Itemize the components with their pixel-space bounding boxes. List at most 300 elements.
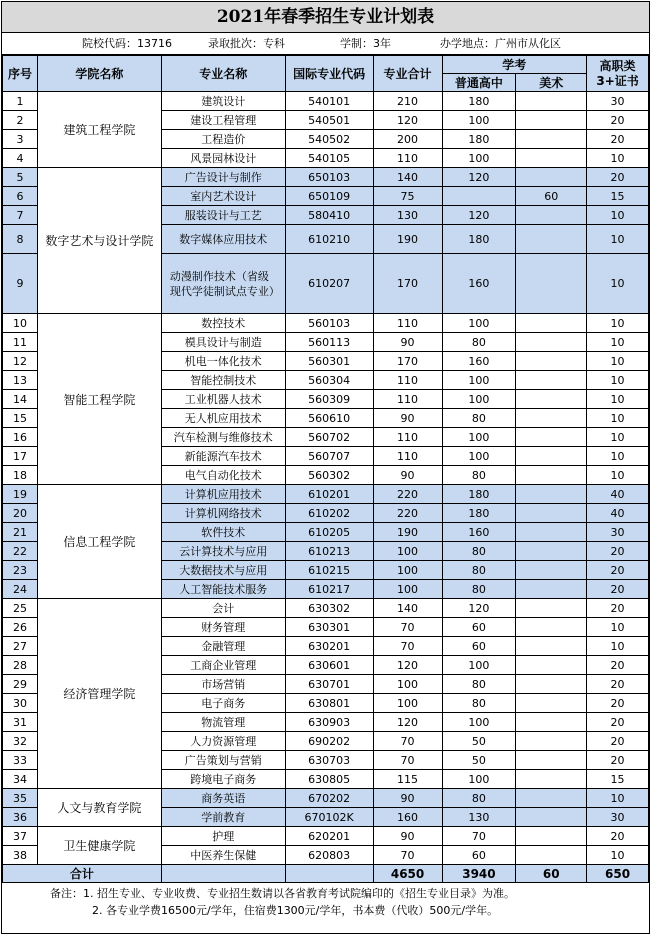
cert-count: 40 (587, 485, 649, 504)
row-no: 7 (3, 206, 38, 225)
general-count: 160 (442, 352, 516, 371)
major-total: 220 (373, 485, 442, 504)
art-count (516, 770, 587, 789)
cert-count: 20 (587, 168, 649, 187)
art-count (516, 485, 587, 504)
major-code: 560103 (285, 314, 373, 333)
row-no: 36 (3, 808, 38, 827)
major-name: 新能源汽车技术 (161, 447, 285, 466)
table-row (3, 485, 649, 504)
major-code: 620201 (285, 827, 373, 846)
major-code: 610217 (285, 580, 373, 599)
major-name: 云计算技术与应用 (161, 542, 285, 561)
table-row (3, 789, 649, 808)
major-name: 机电一体化技术 (161, 352, 285, 371)
major-code: 560304 (285, 371, 373, 390)
table-row (3, 92, 649, 111)
major-total: 90 (373, 466, 442, 485)
major-total: 100 (373, 580, 442, 599)
cert-count: 10 (587, 618, 649, 637)
college-name: 智能工程学院 (37, 314, 161, 485)
general-count: 80 (442, 580, 516, 599)
general-count: 160 (442, 254, 516, 314)
major-name: 计算机网络技术 (161, 504, 285, 523)
row-no: 5 (3, 168, 38, 187)
row-no: 26 (3, 618, 38, 637)
cert-count: 15 (587, 187, 649, 206)
art-count (516, 206, 587, 225)
art-count (516, 713, 587, 732)
major-name: 动漫制作技术（省级现代学徒制试点专业） (161, 254, 285, 314)
row-no: 11 (3, 333, 38, 352)
art-count (516, 751, 587, 770)
general-count: 100 (442, 447, 516, 466)
note-line: 备注：1. 招生专业、专业收费、专业招生数请以各省教育考试院编印的《招生专业目录》为准。 (50, 887, 515, 900)
major-name: 人工智能技术服务 (161, 580, 285, 599)
cert-count: 10 (587, 409, 649, 428)
totals-label: 合计 (3, 865, 162, 883)
major-total: 140 (373, 599, 442, 618)
major-total: 120 (373, 713, 442, 732)
general-count: 160 (442, 523, 516, 542)
general-count: 180 (442, 130, 516, 149)
general-count: 100 (442, 149, 516, 168)
general-count: 80 (442, 409, 516, 428)
cert-count: 30 (587, 523, 649, 542)
row-no: 23 (3, 561, 38, 580)
art-count (516, 149, 587, 168)
totals-art: 60 (516, 865, 587, 883)
major-name: 智能控制技术 (161, 371, 285, 390)
cert-count: 10 (587, 149, 649, 168)
art-count (516, 637, 587, 656)
general-count: 60 (442, 618, 516, 637)
cert-count: 10 (587, 846, 649, 865)
cert-count: 10 (587, 466, 649, 485)
major-code: 630302 (285, 599, 373, 618)
general-count: 80 (442, 333, 516, 352)
general-count: 80 (442, 694, 516, 713)
major-total: 190 (373, 225, 442, 254)
header-no: 序号 (3, 56, 38, 92)
major-name: 数字媒体应用技术 (161, 225, 285, 254)
major-name: 服装设计与工艺 (161, 206, 285, 225)
major-code: 630903 (285, 713, 373, 732)
row-no: 10 (3, 314, 38, 333)
cert-count: 20 (587, 130, 649, 149)
major-code: 560610 (285, 409, 373, 428)
art-count (516, 618, 587, 637)
art-count (516, 466, 587, 485)
art-count (516, 542, 587, 561)
cert-count: 10 (587, 225, 649, 254)
major-code: 540501 (285, 111, 373, 130)
art-count (516, 168, 587, 187)
header-cert: 高职类3+证书 (587, 56, 649, 92)
row-no: 24 (3, 580, 38, 599)
general-count: 80 (442, 542, 516, 561)
table-row (3, 168, 649, 187)
general-count: 180 (442, 92, 516, 111)
major-total: 90 (373, 333, 442, 352)
cert-count: 10 (587, 789, 649, 808)
row-no: 8 (3, 225, 38, 254)
row-no: 9 (3, 254, 38, 314)
major-code: 560309 (285, 390, 373, 409)
major-total: 190 (373, 523, 442, 542)
major-name: 护理 (161, 827, 285, 846)
general-count: 100 (442, 390, 516, 409)
art-count (516, 111, 587, 130)
general-count: 180 (442, 225, 516, 254)
major-code: 670202 (285, 789, 373, 808)
cert-count: 20 (587, 542, 649, 561)
major-code: 630703 (285, 751, 373, 770)
college-name: 卫生健康学院 (37, 827, 161, 865)
major-total: 120 (373, 656, 442, 675)
general-count: 120 (442, 206, 516, 225)
plan-sheet (1, 1, 650, 934)
major-name: 建设工程管理 (161, 111, 285, 130)
general-count: 80 (442, 466, 516, 485)
major-total: 100 (373, 542, 442, 561)
row-no: 32 (3, 732, 38, 751)
art-count (516, 580, 587, 599)
major-total: 110 (373, 371, 442, 390)
major-code: 610213 (285, 542, 373, 561)
row-no: 4 (3, 149, 38, 168)
art-count (516, 599, 587, 618)
major-total: 110 (373, 390, 442, 409)
row-no: 35 (3, 789, 38, 808)
major-total: 140 (373, 168, 442, 187)
major-name: 工业机器人技术 (161, 390, 285, 409)
major-name: 金融管理 (161, 637, 285, 656)
cert-count: 30 (587, 808, 649, 827)
major-code: 690202 (285, 732, 373, 751)
major-name: 电子商务 (161, 694, 285, 713)
row-no: 21 (3, 523, 38, 542)
cert-count: 10 (587, 254, 649, 314)
major-name: 计算机应用技术 (161, 485, 285, 504)
table-body (3, 92, 649, 865)
notes (2, 885, 649, 919)
art-count (516, 409, 587, 428)
header-general: 普通高中 (442, 74, 516, 92)
general-count: 60 (442, 637, 516, 656)
major-code: 560301 (285, 352, 373, 371)
major-code: 610205 (285, 523, 373, 542)
art-count (516, 789, 587, 808)
row-no: 25 (3, 599, 38, 618)
page-title: 2021年春季招生专业计划表 (2, 2, 649, 33)
header-xuekao: 学考 (442, 56, 587, 74)
general-count: 100 (442, 314, 516, 333)
totals-row (3, 865, 649, 883)
header-total: 专业合计 (373, 56, 442, 92)
art-count (516, 352, 587, 371)
general-count: 80 (442, 789, 516, 808)
major-name: 商务英语 (161, 789, 285, 808)
row-no: 1 (3, 92, 38, 111)
art-count (516, 561, 587, 580)
major-name: 中医养生保健 (161, 846, 285, 865)
header-major: 专业名称 (161, 56, 285, 92)
major-total: 170 (373, 254, 442, 314)
art-count (516, 808, 587, 827)
cert-count: 20 (587, 111, 649, 130)
major-code: 610215 (285, 561, 373, 580)
cert-count: 10 (587, 371, 649, 390)
totals-general: 3940 (442, 865, 516, 883)
row-no: 37 (3, 827, 38, 846)
general-count: 100 (442, 770, 516, 789)
major-name: 广告策划与营销 (161, 751, 285, 770)
general-count: 70 (442, 827, 516, 846)
major-code: 560113 (285, 333, 373, 352)
major-name: 跨境电子商务 (161, 770, 285, 789)
header-code: 国际专业代码 (285, 56, 373, 92)
major-code: 540101 (285, 92, 373, 111)
general-count: 100 (442, 428, 516, 447)
major-name: 财务管理 (161, 618, 285, 637)
college-name: 经济管理学院 (37, 599, 161, 789)
table-row (3, 314, 649, 333)
art-count (516, 675, 587, 694)
cert-count: 20 (587, 732, 649, 751)
major-code: 560702 (285, 428, 373, 447)
cert-count: 20 (587, 599, 649, 618)
general-count: 180 (442, 504, 516, 523)
art-count (516, 254, 587, 314)
college-name: 数字艺术与设计学院 (37, 168, 161, 314)
major-code: 610202 (285, 504, 373, 523)
major-total: 70 (373, 751, 442, 770)
college-name: 建筑工程学院 (37, 92, 161, 168)
row-no: 33 (3, 751, 38, 770)
major-total: 130 (373, 206, 442, 225)
general-count: 100 (442, 371, 516, 390)
major-name: 人力资源管理 (161, 732, 285, 751)
major-code: 620803 (285, 846, 373, 865)
header-college: 学院名称 (37, 56, 161, 92)
major-total: 70 (373, 637, 442, 656)
major-total: 70 (373, 846, 442, 865)
art-count (516, 92, 587, 111)
major-code: 650109 (285, 187, 373, 206)
major-total: 100 (373, 561, 442, 580)
row-no: 15 (3, 409, 38, 428)
major-code: 560302 (285, 466, 373, 485)
art-count (516, 371, 587, 390)
major-total: 100 (373, 675, 442, 694)
college-name: 人文与教育学院 (37, 789, 161, 827)
general-count: 100 (442, 656, 516, 675)
row-no: 38 (3, 846, 38, 865)
major-total: 220 (373, 504, 442, 523)
cert-count: 30 (587, 92, 649, 111)
art-count (516, 846, 587, 865)
general-count (442, 187, 516, 206)
major-name: 风景园林设计 (161, 149, 285, 168)
major-code: 630801 (285, 694, 373, 713)
table-row (3, 827, 649, 846)
college-name: 信息工程学院 (37, 485, 161, 599)
row-no: 22 (3, 542, 38, 561)
major-total: 110 (373, 149, 442, 168)
table-row (3, 599, 649, 618)
major-name: 工商企业管理 (161, 656, 285, 675)
art-count (516, 390, 587, 409)
note-line: 2. 各专业学费16500元/学年，住宿费1300元/学年，书本费（代收）500元/学年。 (92, 904, 499, 917)
general-count: 100 (442, 111, 516, 130)
general-count: 50 (442, 732, 516, 751)
row-no: 19 (3, 485, 38, 504)
cert-count: 40 (587, 504, 649, 523)
cert-count: 20 (587, 561, 649, 580)
major-name: 会计 (161, 599, 285, 618)
row-no: 17 (3, 447, 38, 466)
header-art: 美术 (516, 74, 587, 92)
study-duration: 学制：3年 (340, 37, 391, 50)
row-no: 12 (3, 352, 38, 371)
major-total: 110 (373, 314, 442, 333)
cert-count: 20 (587, 656, 649, 675)
totals-total: 4650 (373, 865, 442, 883)
major-name: 无人机应用技术 (161, 409, 285, 428)
major-total: 210 (373, 92, 442, 111)
admission-batch: 录取批次：专科 (208, 37, 285, 50)
row-no: 16 (3, 428, 38, 447)
major-code: 630201 (285, 637, 373, 656)
major-total: 70 (373, 732, 442, 751)
art-count (516, 130, 587, 149)
general-count: 120 (442, 599, 516, 618)
cert-count: 15 (587, 770, 649, 789)
art-count (516, 523, 587, 542)
major-name: 模具设计与制造 (161, 333, 285, 352)
major-total: 90 (373, 827, 442, 846)
general-count: 100 (442, 713, 516, 732)
cert-count: 10 (587, 447, 649, 466)
row-no: 18 (3, 466, 38, 485)
art-count (516, 504, 587, 523)
general-count: 130 (442, 808, 516, 827)
art-count (516, 694, 587, 713)
school-location: 办学地点：广州市从化区 (440, 37, 561, 50)
major-total: 110 (373, 447, 442, 466)
cert-count: 10 (587, 428, 649, 447)
major-code: 630805 (285, 770, 373, 789)
major-code: 580410 (285, 206, 373, 225)
major-total: 75 (373, 187, 442, 206)
row-no: 31 (3, 713, 38, 732)
major-name: 建筑设计 (161, 92, 285, 111)
general-count: 120 (442, 168, 516, 187)
cert-count: 20 (587, 751, 649, 770)
art-count (516, 314, 587, 333)
major-total: 100 (373, 694, 442, 713)
cert-count: 10 (587, 352, 649, 371)
major-code: 540105 (285, 149, 373, 168)
cert-count: 20 (587, 694, 649, 713)
major-name: 广告设计与制作 (161, 168, 285, 187)
row-no: 29 (3, 675, 38, 694)
major-total: 115 (373, 770, 442, 789)
general-count: 80 (442, 675, 516, 694)
major-name: 软件技术 (161, 523, 285, 542)
art-count: 60 (516, 187, 587, 206)
art-count (516, 447, 587, 466)
major-code: 670102K (285, 808, 373, 827)
major-name: 大数据技术与应用 (161, 561, 285, 580)
row-no: 2 (3, 111, 38, 130)
cert-count: 10 (587, 390, 649, 409)
major-total: 120 (373, 111, 442, 130)
major-code: 610207 (285, 254, 373, 314)
art-count (516, 225, 587, 254)
art-count (516, 656, 587, 675)
row-no: 6 (3, 187, 38, 206)
row-no: 28 (3, 656, 38, 675)
cert-count: 20 (587, 580, 649, 599)
cert-count: 20 (587, 675, 649, 694)
school-info (2, 33, 649, 55)
school-code: 院校代码：13716 (82, 37, 172, 50)
major-name: 数控技术 (161, 314, 285, 333)
row-no: 3 (3, 130, 38, 149)
enrollment-plan-table (2, 55, 649, 883)
major-name: 工程造价 (161, 130, 285, 149)
cert-count: 10 (587, 206, 649, 225)
cert-count: 20 (587, 827, 649, 846)
cert-count: 10 (587, 314, 649, 333)
cert-count: 10 (587, 637, 649, 656)
major-total: 110 (373, 428, 442, 447)
row-no: 14 (3, 390, 38, 409)
general-count: 80 (442, 561, 516, 580)
major-name: 物流管理 (161, 713, 285, 732)
art-count (516, 428, 587, 447)
major-total: 170 (373, 352, 442, 371)
major-name: 学前教育 (161, 808, 285, 827)
cert-count: 10 (587, 333, 649, 352)
row-no: 34 (3, 770, 38, 789)
major-total: 90 (373, 789, 442, 808)
general-count: 50 (442, 751, 516, 770)
major-code: 650103 (285, 168, 373, 187)
cert-count: 20 (587, 713, 649, 732)
row-no: 27 (3, 637, 38, 656)
major-code: 630301 (285, 618, 373, 637)
major-total: 160 (373, 808, 442, 827)
art-count (516, 732, 587, 751)
major-name: 市场营销 (161, 675, 285, 694)
general-count: 180 (442, 485, 516, 504)
major-total: 90 (373, 409, 442, 428)
major-code: 630701 (285, 675, 373, 694)
art-count (516, 827, 587, 846)
row-no: 30 (3, 694, 38, 713)
major-name: 室内艺术设计 (161, 187, 285, 206)
art-count (516, 333, 587, 352)
row-no: 20 (3, 504, 38, 523)
general-count: 60 (442, 846, 516, 865)
major-code: 610201 (285, 485, 373, 504)
major-code: 560707 (285, 447, 373, 466)
major-name: 汽车检测与维修技术 (161, 428, 285, 447)
major-code: 540502 (285, 130, 373, 149)
